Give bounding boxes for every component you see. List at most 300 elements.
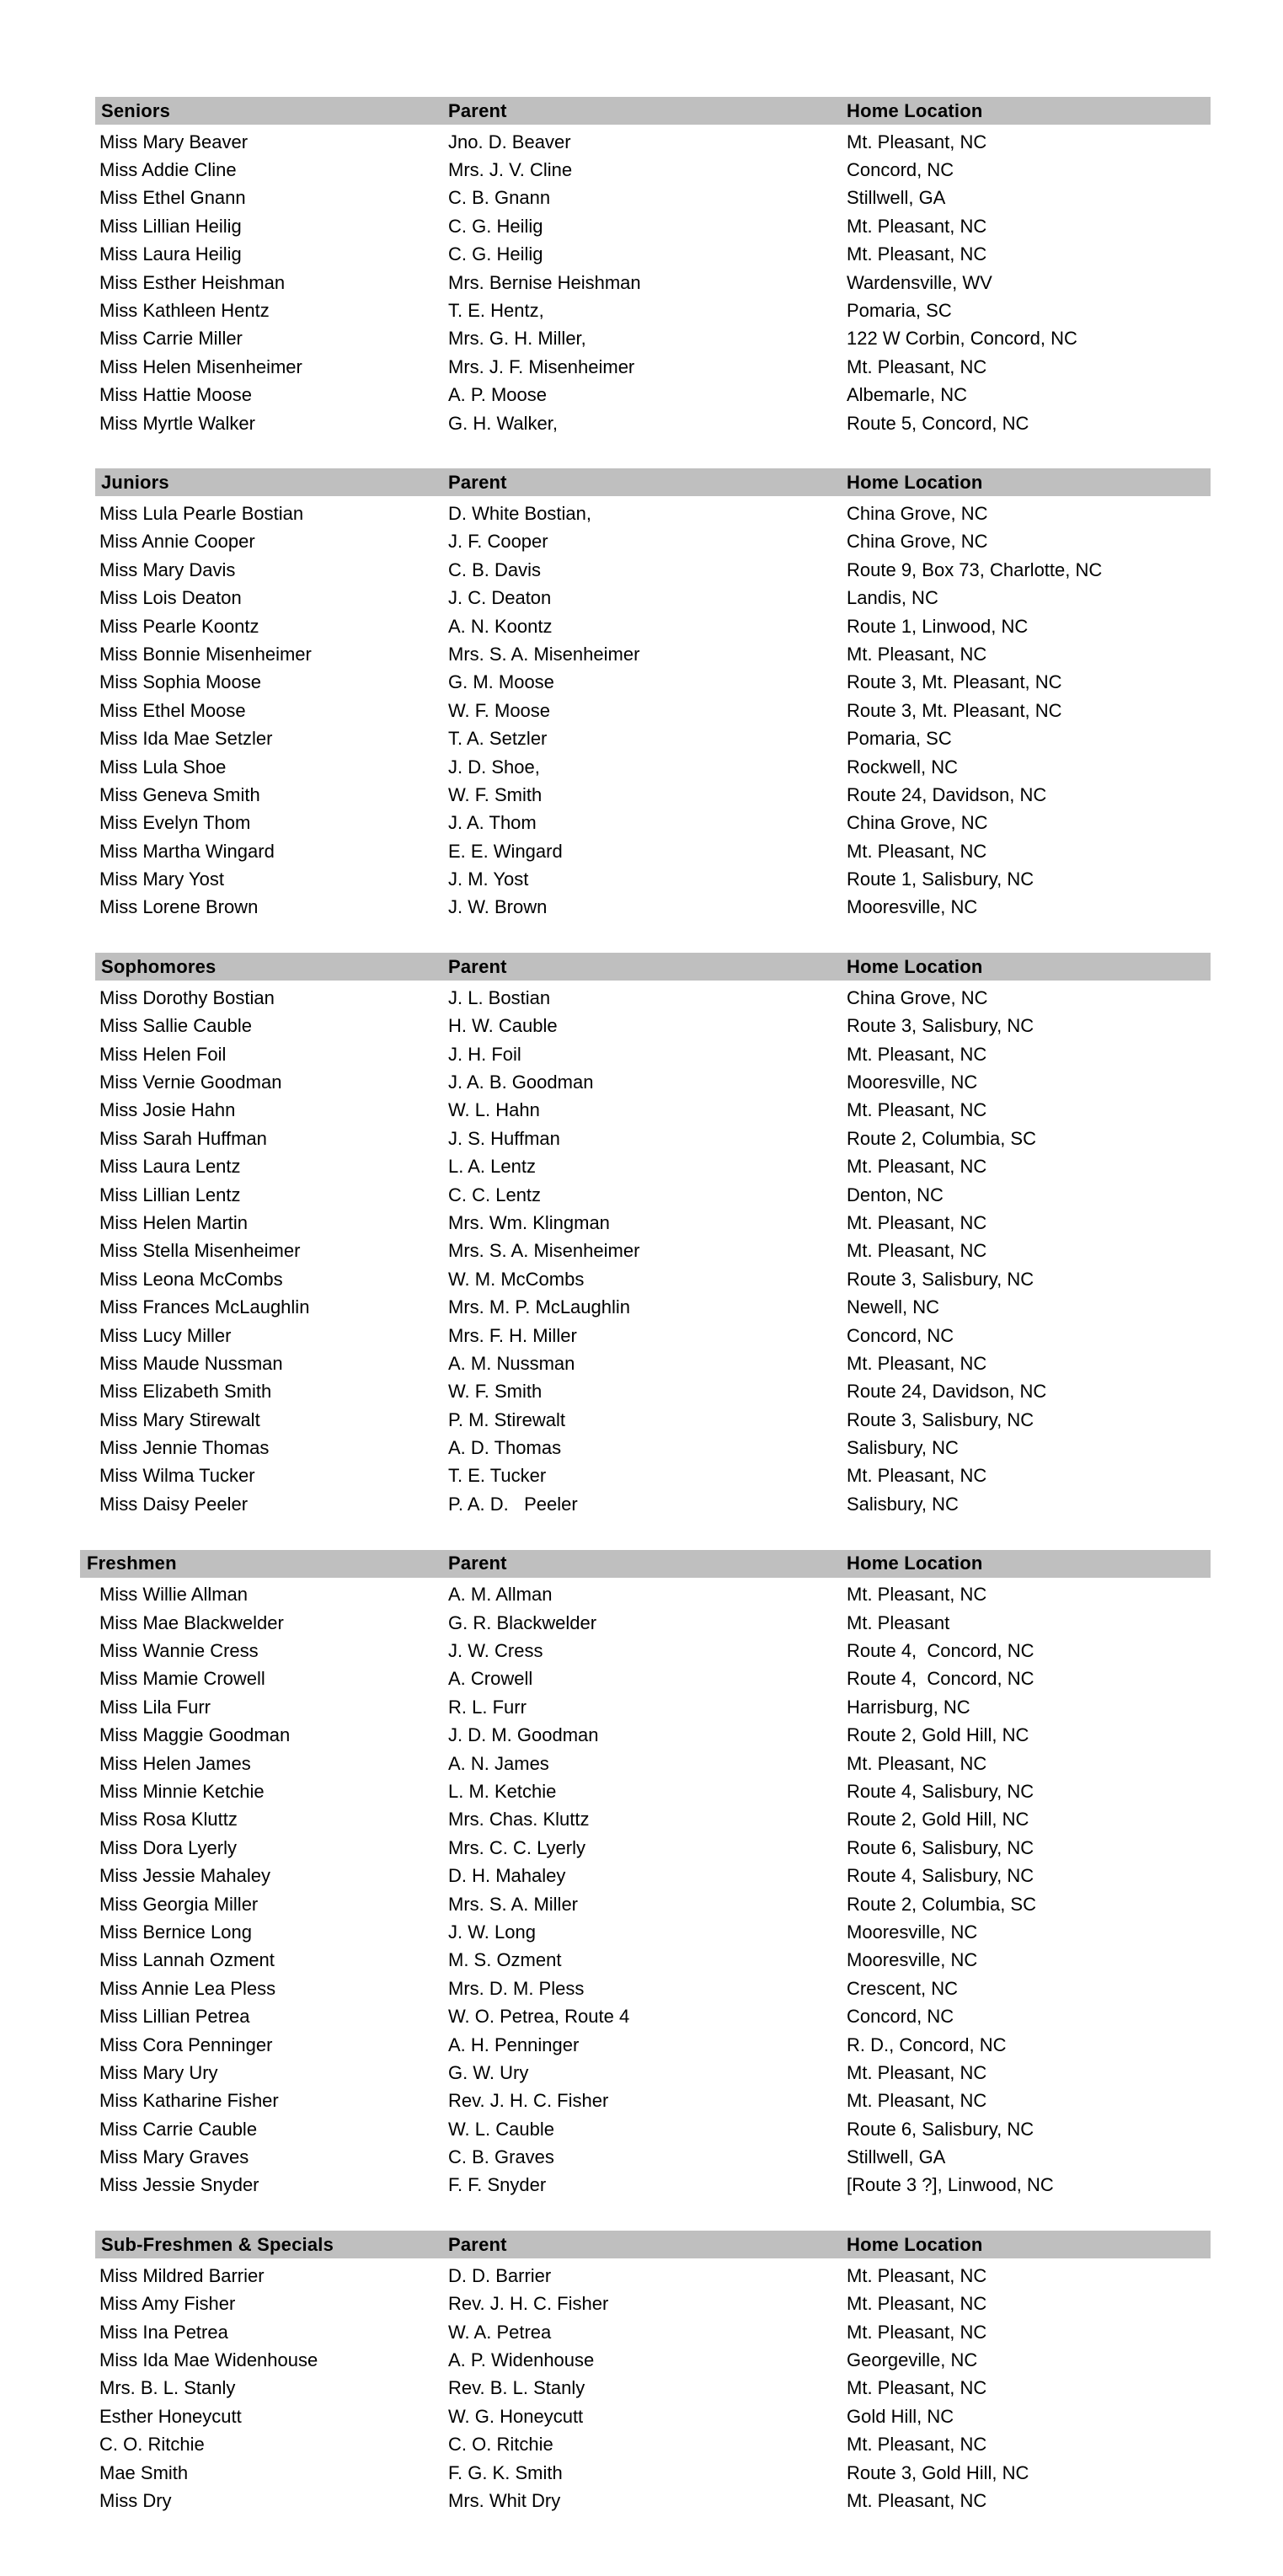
table-row <box>95 2402 1211 2430</box>
home-location-cell: Route 4, Salisbury, NC <box>847 1781 1034 1802</box>
student-name-cell: Miss Martha Wingard <box>99 840 275 862</box>
section-header-bar <box>95 97 1211 125</box>
parent-cell: C. G. Heilig <box>448 243 543 265</box>
student-name-cell: Miss Josie Hahn <box>99 1099 236 1121</box>
home-location-cell: Mooresville, NC <box>847 896 978 918</box>
home-location-cell: Concord, NC <box>847 159 954 181</box>
home-location-cell: Concord, NC <box>847 1324 954 1346</box>
student-name-cell: Miss Sallie Cauble <box>99 1015 252 1037</box>
home-location-cell: Rockwell, NC <box>847 756 959 778</box>
table-row <box>80 2172 1211 2199</box>
home-location-cell: Salisbury, NC <box>847 1437 959 1459</box>
home-location-cell: [Route 3 ?], Linwood, NC <box>847 2174 1054 2196</box>
table-row <box>80 2059 1211 2087</box>
home-location-column-header: Home Location <box>847 99 983 121</box>
home-location-column-header: Home Location <box>847 955 983 977</box>
section-label: Juniors <box>101 471 169 493</box>
home-location-cell: Route 4, Concord, NC <box>847 1668 1034 1690</box>
parent-cell: A. M. Nussman <box>448 1352 575 1374</box>
student-name-cell: Miss Mary Davis <box>99 558 236 580</box>
home-location-cell: Route 1, Linwood, NC <box>847 615 1029 637</box>
table-row <box>95 1349 1211 1377</box>
section-header-bar <box>95 2231 1211 2258</box>
parent-cell: W. M. McCombs <box>448 1268 585 1290</box>
home-location-cell: Route 4, Salisbury, NC <box>847 1865 1034 1887</box>
parent-cell: M. S. Ozment <box>448 1949 562 1971</box>
student-name-cell: Miss Myrtle Walker <box>99 412 255 434</box>
table-row <box>80 1890 1211 1918</box>
parent-cell: J. A. Thom <box>448 812 537 834</box>
student-name-cell: Miss Laura Lentz <box>99 1156 241 1178</box>
table-row <box>95 1265 1211 1293</box>
home-location-cell: Route 2, Gold Hill, NC <box>847 1724 1029 1746</box>
table-row <box>80 2087 1211 2115</box>
student-name-cell: Miss Cora Penninger <box>99 2034 273 2055</box>
parent-cell: J. W. Cress <box>448 1640 543 1662</box>
section-rows <box>80 1578 1211 2200</box>
parent-cell: D. D. Barrier <box>448 2264 552 2286</box>
home-location-column-header: Home Location <box>847 1553 983 1574</box>
parent-cell: T. E. Tucker <box>448 1465 547 1487</box>
student-name-cell: Miss Wannie Cress <box>99 1640 259 1662</box>
parent-cell: J. H. Foil <box>448 1043 521 1065</box>
table-row <box>95 865 1211 893</box>
parent-cell: C. O. Ritchie <box>448 2434 553 2456</box>
home-location-cell: Stillwell, GA <box>847 187 946 209</box>
table-row <box>80 1609 1211 1637</box>
parent-column-header: Parent <box>448 955 507 977</box>
table-row <box>95 2375 1211 2402</box>
home-location-column-header: Home Location <box>847 471 983 493</box>
student-name-cell: Miss Frances McLaughlin <box>99 1296 310 1318</box>
student-name-cell: Miss Georgia Miller <box>99 1893 259 1915</box>
table-row <box>95 2459 1211 2487</box>
student-name-cell: Miss Mary Graves <box>99 2146 249 2168</box>
parent-cell: F. F. Snyder <box>448 2174 547 2196</box>
home-location-cell: Gold Hill, NC <box>847 2405 954 2427</box>
parent-cell: Rev. B. L. Stanly <box>448 2377 585 2399</box>
parent-cell: W. L. Cauble <box>448 2118 554 2140</box>
parent-cell: Mrs. G. H. Miller, <box>448 328 586 350</box>
table-row <box>95 212 1211 240</box>
parent-cell: W. F. Smith <box>448 1381 543 1403</box>
home-location-cell: Route 24, Davidson, NC <box>847 1381 1047 1403</box>
table-row <box>95 1068 1211 1096</box>
home-location-cell: China Grove, NC <box>847 531 988 553</box>
student-name-cell: Miss Maggie Goodman <box>99 1724 291 1746</box>
table-row <box>95 1462 1211 1490</box>
table-row <box>95 984 1211 1012</box>
table-row <box>95 894 1211 922</box>
student-name-cell: Miss Dora Lyerly <box>99 1836 237 1858</box>
parent-cell: A. Crowell <box>448 1668 533 1690</box>
table-row <box>95 2318 1211 2346</box>
student-name-cell: Miss Lillian Lentz <box>99 1184 241 1205</box>
table-row <box>95 2290 1211 2318</box>
home-location-cell: Mt. Pleasant, NC <box>847 1240 987 1262</box>
parent-cell: Mrs. S. A. Misenheimer <box>448 1240 640 1262</box>
home-location-cell: Landis, NC <box>847 587 938 609</box>
table-row <box>95 724 1211 752</box>
table-row <box>95 1237 1211 1265</box>
student-name-cell: Miss Laura Heilig <box>99 243 242 265</box>
parent-cell: A. D. Thomas <box>448 1437 562 1459</box>
class-section <box>95 468 1211 922</box>
student-name-cell: Miss Kathleen Hentz <box>99 300 270 322</box>
student-name-cell: Miss Evelyn Thom <box>99 812 251 834</box>
home-location-cell: Mt. Pleasant, NC <box>847 2061 987 2083</box>
student-name-cell: Miss Elizabeth Smith <box>99 1381 272 1403</box>
parent-cell: W. A. Petrea <box>448 2321 552 2343</box>
parent-cell: J. W. Long <box>448 1921 536 1943</box>
home-location-cell: Route 3, Mt. Pleasant, NC <box>847 699 1062 721</box>
home-location-cell: Mooresville, NC <box>847 1949 978 1971</box>
home-location-cell: Albemarle, NC <box>847 384 968 406</box>
student-name-cell: Miss Minnie Ketchie <box>99 1781 265 1802</box>
student-name-cell: Miss Lillian Heilig <box>99 215 242 237</box>
parent-cell: Mrs. C. C. Lyerly <box>448 1836 585 1858</box>
parent-cell: R. L. Furr <box>448 1696 527 1718</box>
home-location-cell: Mt. Pleasant, NC <box>847 243 987 265</box>
home-location-cell: Route 2, Columbia, SC <box>847 1893 1036 1915</box>
parent-cell: T. E. Hentz, <box>448 300 544 322</box>
table-row <box>95 500 1211 527</box>
parent-cell: G. W. Ury <box>448 2061 529 2083</box>
student-name-cell: Miss Wilma Tucker <box>99 1465 255 1487</box>
student-name-cell: Miss Rosa Kluttz <box>99 1809 238 1830</box>
home-location-cell: Mooresville, NC <box>847 1921 978 1943</box>
section-label: Freshmen <box>87 1553 177 1574</box>
table-row <box>95 2346 1211 2374</box>
table-row <box>80 1637 1211 1665</box>
parent-cell: Mrs. Bernise Heishman <box>448 271 641 293</box>
table-row <box>95 382 1211 409</box>
home-location-cell: China Grove, NC <box>847 502 988 524</box>
table-row <box>95 325 1211 353</box>
table-row <box>80 1806 1211 1834</box>
parent-cell: Rev. J. H. C. Fisher <box>448 2293 609 2315</box>
home-location-cell: Route 3, Salisbury, NC <box>847 1268 1034 1290</box>
table-row <box>95 2487 1211 2515</box>
table-row <box>80 1777 1211 1805</box>
table-row <box>95 837 1211 865</box>
table-row <box>95 1378 1211 1406</box>
parent-cell: Mrs. Chas. Kluttz <box>448 1809 590 1830</box>
table-row <box>95 184 1211 212</box>
student-name-cell: Miss Lois Deaton <box>99 587 242 609</box>
table-row <box>95 156 1211 184</box>
home-location-cell: Mt. Pleasant, NC <box>847 1099 987 1121</box>
student-name-cell: Miss Lannah Ozment <box>99 1949 275 1971</box>
table-row <box>95 1434 1211 1462</box>
parent-cell: P. M. Stirewalt <box>448 1408 565 1430</box>
student-name-cell: Miss Ida Mae Widenhouse <box>99 2349 318 2371</box>
parent-cell: L. A. Lentz <box>448 1156 536 1178</box>
table-row <box>80 2031 1211 2059</box>
parent-cell: A. P. Moose <box>448 384 547 406</box>
parent-cell: Mrs. S. A. Miller <box>448 1893 579 1915</box>
parent-cell: G. H. Walker, <box>448 412 558 434</box>
parent-cell: J. C. Deaton <box>448 587 552 609</box>
student-name-cell: Miss Lucy Miller <box>99 1324 232 1346</box>
student-name-cell: Miss Annie Lea Pless <box>99 1977 276 1999</box>
section-header-bar <box>95 468 1211 496</box>
student-name-cell: Miss Stella Misenheimer <box>99 1240 301 1262</box>
table-row <box>80 2115 1211 2143</box>
parent-cell: D. White Bostian, <box>448 502 591 524</box>
table-row <box>95 1490 1211 1518</box>
parent-cell: J. F. Cooper <box>448 531 548 553</box>
home-location-cell: Pomaria, SC <box>847 300 952 322</box>
table-row <box>95 1153 1211 1181</box>
home-location-cell: Mt. Pleasant, NC <box>847 1352 987 1374</box>
section-rows <box>95 125 1211 437</box>
home-location-cell: Route 3, Salisbury, NC <box>847 1015 1034 1037</box>
home-location-cell: Mt. Pleasant, NC <box>847 1043 987 1065</box>
home-location-cell: Mt. Pleasant, NC <box>847 1211 987 1233</box>
table-row <box>95 753 1211 781</box>
parent-cell: W. G. Honeycutt <box>448 2405 584 2427</box>
parent-cell: C. B. Gnann <box>448 187 551 209</box>
home-location-cell: Route 6, Salisbury, NC <box>847 1836 1034 1858</box>
parent-cell: E. E. Wingard <box>448 840 563 862</box>
table-row <box>80 1750 1211 1777</box>
home-location-cell: 122 W Corbin, Concord, NC <box>847 328 1077 350</box>
home-location-cell: Mt. Pleasant, NC <box>847 2377 987 2399</box>
table-row <box>80 2143 1211 2171</box>
section-rows <box>95 981 1211 1518</box>
table-row <box>95 640 1211 668</box>
section-rows <box>95 496 1211 922</box>
parent-cell: F. G. K. Smith <box>448 2461 563 2483</box>
parent-cell: Mrs. J. V. Cline <box>448 159 573 181</box>
parent-cell: J. S. Huffman <box>448 1127 560 1149</box>
student-name-cell: Miss Helen Misenheimer <box>99 355 302 377</box>
home-location-cell: R. D., Concord, NC <box>847 2034 1007 2055</box>
table-row <box>95 1293 1211 1321</box>
home-location-cell: Mooresville, NC <box>847 1072 978 1093</box>
section-label: Sophomores <box>101 955 217 977</box>
parent-cell: T. A. Setzler <box>448 728 548 750</box>
student-name-cell: Miss Mildred Barrier <box>99 2264 265 2286</box>
section-header-bar <box>80 1550 1211 1578</box>
student-name-cell: Miss Leona McCombs <box>99 1268 283 1290</box>
home-location-cell: Harrisburg, NC <box>847 1696 970 1718</box>
parent-cell: Rev. J. H. C. Fisher <box>448 2090 609 2112</box>
table-row <box>80 1862 1211 1889</box>
student-name-cell: Miss Willie Allman <box>99 1584 249 1606</box>
home-location-cell: Mt. Pleasant, NC <box>847 2090 987 2112</box>
student-name-cell: Miss Bonnie Misenheimer <box>99 643 312 665</box>
section-label: Sub-Freshmen & Specials <box>101 2233 334 2255</box>
parent-cell: Mrs. Whit Dry <box>448 2489 561 2511</box>
table-row <box>95 1181 1211 1209</box>
parent-cell: G. R. Blackwelder <box>448 1611 597 1633</box>
parent-cell: A. H. Penninger <box>448 2034 580 2055</box>
section-header-bar <box>95 953 1211 981</box>
student-name-cell: Miss Sophia Moose <box>99 671 261 693</box>
home-location-cell: Route 9, Box 73, Charlotte, NC <box>847 558 1103 580</box>
table-row <box>95 781 1211 809</box>
parent-cell: G. M. Moose <box>448 671 554 693</box>
table-row <box>95 2262 1211 2290</box>
home-location-cell: Pomaria, SC <box>847 728 952 750</box>
home-location-cell: Mt. Pleasant, NC <box>847 1752 987 1774</box>
table-row <box>95 528 1211 556</box>
table-row <box>95 556 1211 584</box>
home-location-cell: Mt. Pleasant, NC <box>847 215 987 237</box>
table-row <box>95 269 1211 297</box>
home-location-cell: Mt. Pleasant, NC <box>847 2264 987 2286</box>
parent-cell: J. D. M. Goodman <box>448 1724 599 1746</box>
home-location-cell: Stillwell, GA <box>847 2146 946 2168</box>
parent-cell: D. H. Mahaley <box>448 1865 566 1887</box>
student-name-cell: Mae Smith <box>99 2461 189 2483</box>
home-location-cell: Mt. Pleasant, NC <box>847 840 987 862</box>
table-row <box>80 1918 1211 1946</box>
student-name-cell: Miss Mary Ury <box>99 2061 218 2083</box>
table-row <box>95 1013 1211 1040</box>
student-name-cell: Miss Mary Stirewalt <box>99 1408 260 1430</box>
home-location-cell: Concord, NC <box>847 2006 954 2028</box>
student-name-cell: Miss Ina Petrea <box>99 2321 228 2343</box>
home-location-cell: Route 1, Salisbury, NC <box>847 868 1034 890</box>
home-location-cell: China Grove, NC <box>847 986 988 1008</box>
student-name-cell: Miss Carrie Miller <box>99 328 243 350</box>
table-row <box>95 241 1211 269</box>
home-location-cell: Route 2, Columbia, SC <box>847 1127 1036 1149</box>
home-location-cell: Mt. Pleasant, NC <box>847 355 987 377</box>
home-location-cell: Mt. Pleasant, NC <box>847 1465 987 1487</box>
student-name-cell: Miss Jennie Thomas <box>99 1437 270 1459</box>
home-location-cell: Mt. Pleasant, NC <box>847 643 987 665</box>
parent-cell: W. L. Hahn <box>448 1099 540 1121</box>
home-location-cell: Mt. Pleasant, NC <box>847 1156 987 1178</box>
student-name-cell: Mrs. B. L. Stanly <box>99 2377 236 2399</box>
table-row <box>80 1947 1211 1975</box>
student-name-cell: Miss Mary Yost <box>99 868 224 890</box>
home-location-cell: Route 3, Salisbury, NC <box>847 1408 1034 1430</box>
table-row <box>95 584 1211 612</box>
student-name-cell: Miss Maude Nussman <box>99 1352 283 1374</box>
parent-cell: C. G. Heilig <box>448 215 543 237</box>
table-row <box>80 1722 1211 1750</box>
home-location-cell: Route 2, Gold Hill, NC <box>847 1809 1029 1830</box>
table-row <box>95 409 1211 437</box>
class-section <box>95 97 1211 437</box>
home-location-cell: Route 3, Gold Hill, NC <box>847 2461 1029 2483</box>
student-name-cell: Miss Helen Foil <box>99 1043 227 1065</box>
home-location-cell: China Grove, NC <box>847 812 988 834</box>
table-row <box>95 1209 1211 1237</box>
student-name-cell: Miss Katharine Fisher <box>99 2090 279 2112</box>
table-row <box>95 810 1211 837</box>
parent-cell: P. A. D. Peeler <box>448 1493 578 1515</box>
table-row <box>95 297 1211 324</box>
table-row <box>95 2431 1211 2459</box>
student-name-cell: Miss Amy Fisher <box>99 2293 236 2315</box>
parent-column-header: Parent <box>448 2233 507 2255</box>
home-location-cell: Mt. Pleasant, NC <box>847 1584 987 1606</box>
parent-cell: Jno. D. Beaver <box>448 131 571 152</box>
parent-cell: A. M. Allman <box>448 1584 553 1606</box>
parent-cell: W. O. Petrea, Route 4 <box>448 2006 630 2028</box>
student-name-cell: Miss Annie Cooper <box>99 531 255 553</box>
class-section <box>95 953 1211 1518</box>
table-row <box>80 1581 1211 1609</box>
home-location-cell: Newell, NC <box>847 1296 940 1318</box>
home-location-cell: Mt. Pleasant, NC <box>847 2321 987 2343</box>
table-row <box>95 612 1211 640</box>
parent-cell: Mrs. D. M. Pless <box>448 1977 585 1999</box>
student-name-cell: Miss Mamie Crowell <box>99 1668 265 1690</box>
table-row <box>95 669 1211 697</box>
parent-cell: W. F. Smith <box>448 783 543 805</box>
student-name-cell: Miss Dry <box>99 2489 172 2511</box>
home-location-column-header: Home Location <box>847 2233 983 2255</box>
table-row <box>80 1693 1211 1721</box>
home-location-cell: Georgeville, NC <box>847 2349 978 2371</box>
parent-cell: J. W. Brown <box>448 896 548 918</box>
home-location-cell: Mt. Pleasant, NC <box>847 2434 987 2456</box>
table-row <box>95 1322 1211 1349</box>
parent-cell: Mrs. J. F. Misenheimer <box>448 355 635 377</box>
table-row <box>80 1834 1211 1862</box>
home-location-cell: Route 6, Salisbury, NC <box>847 2118 1034 2140</box>
student-name-cell: Miss Addie Cline <box>99 159 237 181</box>
student-name-cell: Miss Daisy Peeler <box>99 1493 249 1515</box>
section-label: Seniors <box>101 99 171 121</box>
parent-cell: J. M. Yost <box>448 868 529 890</box>
student-name-cell: Miss Lillian Petrea <box>99 2006 250 2028</box>
student-name-cell: Miss Ida Mae Setzler <box>99 728 273 750</box>
table-row <box>95 128 1211 156</box>
student-name-cell: Miss Ethel Moose <box>99 699 246 721</box>
student-name-cell: Miss Mary Beaver <box>99 131 249 152</box>
student-name-cell: Miss Mae Blackwelder <box>99 1611 284 1633</box>
student-name-cell: Miss Hattie Moose <box>99 384 252 406</box>
student-name-cell: Miss Geneva Smith <box>99 783 260 805</box>
section-rows <box>95 2258 1211 2515</box>
parent-cell: C. B. Davis <box>448 558 542 580</box>
home-location-cell: Denton, NC <box>847 1184 944 1205</box>
home-location-cell: Route 5, Concord, NC <box>847 412 1029 434</box>
student-name-cell: Miss Lorene Brown <box>99 896 259 918</box>
student-name-cell: Miss Ethel Gnann <box>99 187 246 209</box>
student-name-cell: Miss Jessie Snyder <box>99 2174 259 2196</box>
home-location-cell: Route 24, Davidson, NC <box>847 783 1047 805</box>
home-location-cell: Salisbury, NC <box>847 1493 959 1515</box>
student-name-cell: Miss Jessie Mahaley <box>99 1865 270 1887</box>
table-row <box>95 1040 1211 1068</box>
home-location-cell: Mt. Pleasant <box>847 1611 950 1633</box>
table-row <box>95 1125 1211 1152</box>
student-name-cell: Miss Bernice Long <box>99 1921 252 1943</box>
home-location-cell: Mt. Pleasant, NC <box>847 131 987 152</box>
home-location-cell: Route 3, Mt. Pleasant, NC <box>847 671 1062 693</box>
student-name-cell: C. O. Ritchie <box>99 2434 205 2456</box>
student-name-cell: Miss Dorothy Bostian <box>99 986 275 1008</box>
parent-cell: C. B. Graves <box>448 2146 554 2168</box>
class-section <box>80 1550 1211 2200</box>
student-name-cell: Miss Lula Shoe <box>99 756 227 778</box>
student-name-cell: Miss Sarah Huffman <box>99 1127 267 1149</box>
parent-cell: Mrs. S. A. Misenheimer <box>448 643 640 665</box>
parent-column-header: Parent <box>448 1553 507 1574</box>
student-name-cell: Esther Honeycutt <box>99 2405 242 2427</box>
parent-cell: Mrs. F. H. Miller <box>448 1324 577 1346</box>
parent-column-header: Parent <box>448 99 507 121</box>
